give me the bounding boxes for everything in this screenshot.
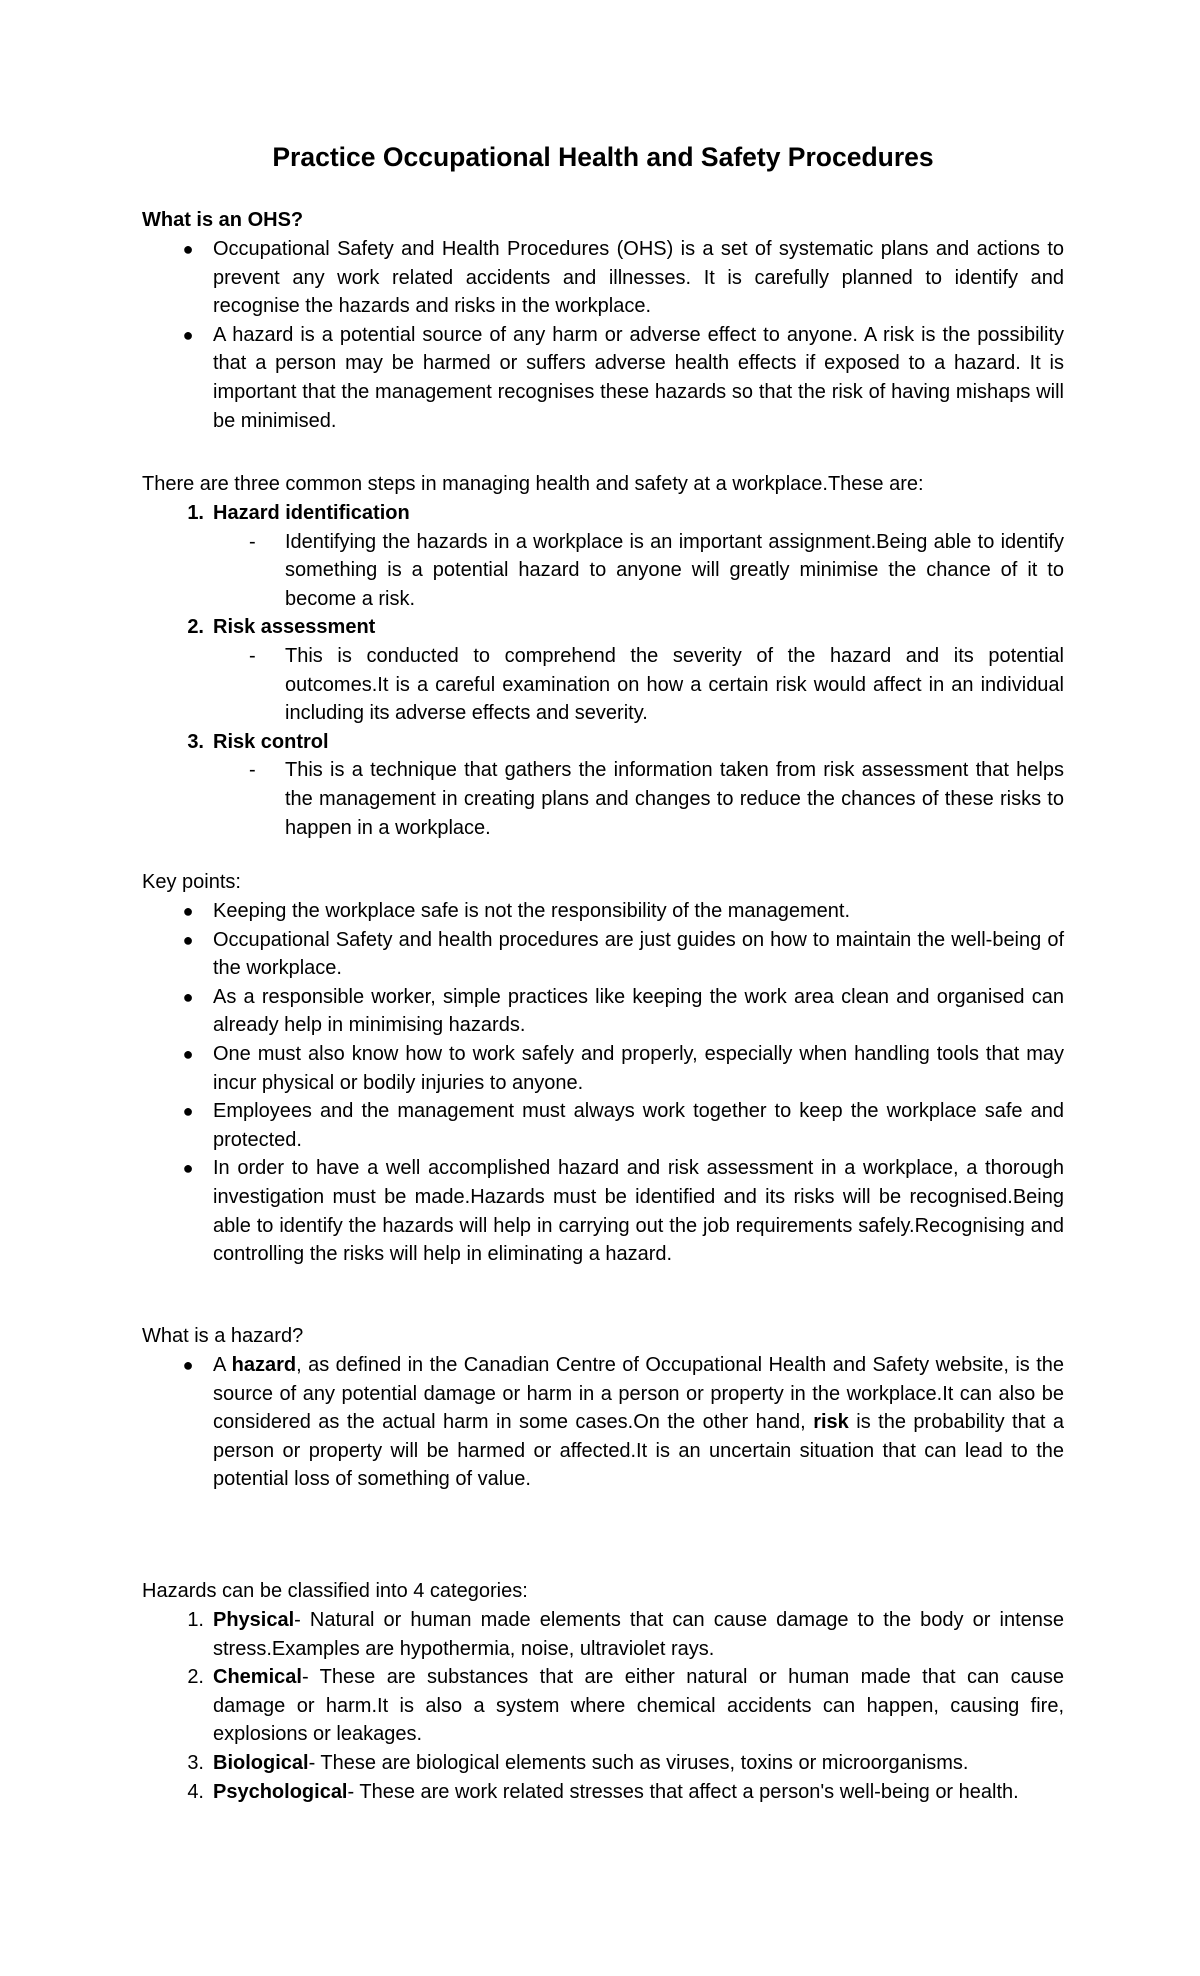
- category-item: [142, 1606, 1064, 1663]
- step-item: [142, 728, 1064, 757]
- list-item: [142, 897, 1064, 926]
- step-number: 1.: [187, 502, 204, 524]
- category-item: [142, 1663, 1064, 1749]
- bullet-icon: ●: [182, 1043, 194, 1064]
- steps-section: [142, 470, 1064, 842]
- list-item: [142, 1351, 1064, 1494]
- hazard-text-1: A: [213, 1354, 232, 1376]
- list-item: [142, 1154, 1064, 1268]
- category-number: 3.: [187, 1751, 204, 1774]
- categories-list: [142, 1606, 1064, 1806]
- ohs-heading: What is an OHS?: [142, 209, 304, 231]
- dash-marker: -: [249, 530, 256, 553]
- step-title: Risk control: [213, 730, 329, 753]
- ohs-bullet-text: A hazard is a potential source of any harm or adverse effect to anyone. A risk is the possibility that a person may be harmed or suffers adverse health effects if exposed to a hazard. It is important that the management recognises these hazards so that the risk of having mishaps will be minimised.: [213, 323, 1064, 432]
- step-detail: [142, 528, 1064, 614]
- bullet-icon: ●: [182, 986, 194, 1007]
- category-number: 1.: [187, 1609, 204, 1631]
- step-detail-text: Identifying the hazards in a workplace is an important assignment.Being able to identify something is a potential hazard to anyone will greatly minimise the chance of it to become a risk.: [285, 530, 1064, 610]
- list-item: [142, 1097, 1064, 1154]
- hazard-text-3: is the probability that a person or property will be harmed or affected.It is an uncertain situation that can lead to the potential loss of something of value.: [213, 1411, 1064, 1491]
- categories-section: [142, 1577, 1064, 1806]
- dash-marker: -: [249, 644, 256, 667]
- category-item: [142, 1749, 1064, 1778]
- list-item: [142, 983, 1064, 1040]
- bullet-icon: ●: [182, 1158, 194, 1179]
- step-number: 2.: [187, 616, 204, 639]
- category-item: [142, 1778, 1064, 1807]
- dash-marker: -: [249, 759, 256, 782]
- step-title: Hazard identification: [213, 502, 410, 524]
- key-points-section: [142, 868, 1064, 1269]
- steps-intro: There are three common steps in managing health and safety at a workplace.These are:: [142, 473, 924, 495]
- ohs-section: [142, 206, 1064, 435]
- category-name: Chemical: [213, 1666, 302, 1689]
- list-item: [142, 321, 1064, 435]
- bullet-icon: ●: [182, 1355, 194, 1375]
- categories-intro: Hazards can be classified into 4 categories:: [142, 1580, 528, 1602]
- page-title: Practice Occupational Health and Safety Procedures: [272, 142, 934, 172]
- step-detail: [142, 756, 1064, 842]
- hazard-heading: What is a hazard?: [142, 1325, 304, 1347]
- list-item: [142, 926, 1064, 983]
- step-detail-text: This is conducted to comprehend the severity of the hazard and its potential outcomes.It is a careful examination on how a certain risk would affect in an individual including its adverse effects and severity.: [285, 644, 1064, 725]
- key-point-text: As a responsible worker, simple practices like keeping the work area clean and organised can already help in minimising hazards.: [213, 985, 1064, 1037]
- key-point-text: In order to have a well accomplished hazard and risk assessment in a workplace, a thorough investigation must be made.Hazards must be identified and its risks will be recognised.Being able to identify the hazards will help in carrying out the job requirements safely.Recognising and controlling the risks will help in eliminating a hazard.: [213, 1157, 1064, 1266]
- bullet-icon: ●: [182, 929, 194, 950]
- bullet-icon: ●: [182, 901, 194, 921]
- category-name: Physical: [213, 1609, 295, 1631]
- step-detail-text: This is a technique that gathers the information taken from risk assessment that helps the management in creating plans and changes to reduce the chances of these risks to happen in a workplace.: [285, 759, 1064, 839]
- category-desc: - Natural or human made elements that can cause damage to the body or intense stress.Examples are hypothermia, noise, ultraviolet rays.: [213, 1609, 1064, 1660]
- category-desc: - These are work related stresses that affect a person's well-being or health.: [347, 1780, 1019, 1803]
- steps-list: [142, 499, 1064, 842]
- hazard-term: hazard: [231, 1354, 297, 1376]
- category-desc: - These are substances that are either natural or human made that can cause damage or harm.It is also a system where chemical accidents can happen, causing fire, explosions or leakages.: [213, 1666, 1064, 1746]
- hazard-text-2: , as defined in the Canadian Centre of Occupational Health and Safety website, is the source of any potential damage or harm in a person or property in the workplace.It can also be considered as the actual harm in some cases.On the other hand,: [213, 1354, 1064, 1434]
- key-point-text: Occupational Safety and health procedures are just guides on how to maintain the well-being of the workplace.: [213, 928, 1064, 980]
- category-name: Psychological: [213, 1780, 348, 1803]
- ohs-bullet-list: [142, 235, 1064, 435]
- step-detail: [142, 642, 1064, 728]
- key-point-text: Keeping the workplace safe is not the responsibility of the management.: [213, 900, 851, 922]
- key-point-text: Employees and the management must always work together to keep the workplace safe and protected.: [213, 1100, 1064, 1151]
- step-item: [142, 499, 1064, 528]
- key-point-text: One must also know how to work safely and properly, especially when handling tools that may incur physical or bodily injuries to anyone.: [213, 1042, 1064, 1094]
- category-number: 2.: [187, 1666, 204, 1689]
- bullet-icon: ●: [182, 1101, 194, 1122]
- ohs-bullet-text: Occupational Safety and Health Procedures (OHS) is a set of systematic plans and actions to prevent any work related accidents and illnesses. It is carefully planned to identify and recognise the hazards and risks in the workplace.: [213, 238, 1064, 318]
- bullet-icon: ●: [182, 239, 194, 259]
- list-item: [142, 1040, 1064, 1097]
- hazard-list: [142, 1351, 1064, 1494]
- step-item: [142, 613, 1064, 642]
- category-number: 4.: [187, 1780, 204, 1803]
- key-points-list: [142, 897, 1064, 1269]
- bullet-icon: ●: [182, 324, 194, 345]
- step-number: 3.: [187, 730, 204, 753]
- category-name: Biological: [213, 1751, 309, 1774]
- step-title: Risk assessment: [213, 616, 376, 639]
- risk-term: risk: [813, 1411, 849, 1434]
- hazard-section: [142, 1322, 1064, 1494]
- key-points-heading: Key points:: [142, 871, 241, 893]
- list-item: [142, 235, 1064, 321]
- category-desc: - These are biological elements such as viruses, toxins or microorganisms.: [308, 1751, 969, 1774]
